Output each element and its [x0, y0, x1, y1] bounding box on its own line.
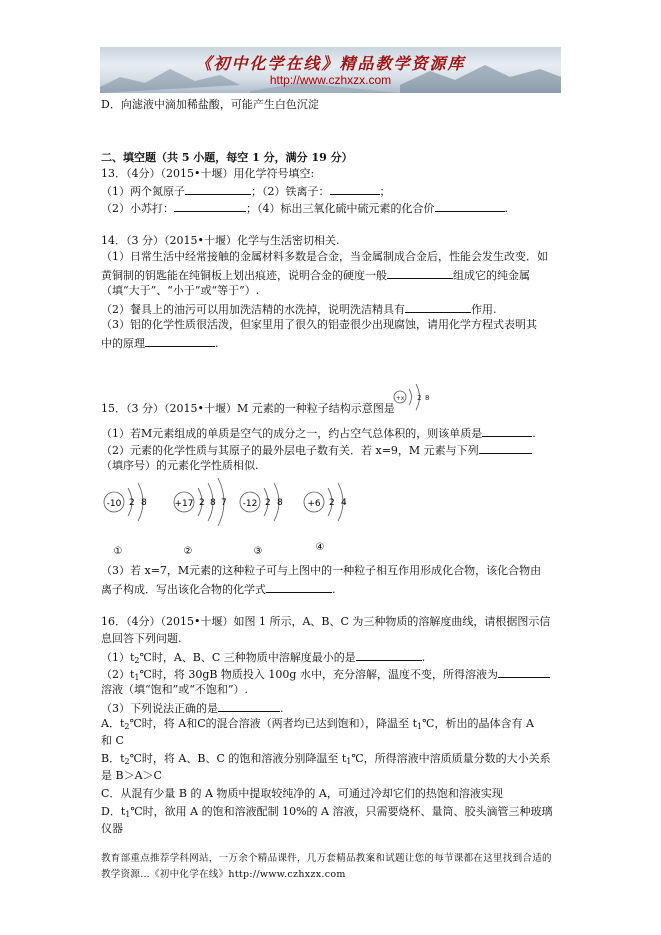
q15-line2: [101, 442, 532, 458]
shell-count: 2: [329, 498, 335, 508]
q14-line6: [101, 335, 219, 351]
q16-text: ℃时，A、B、C 三种物质中溶解度最小的是: [139, 651, 356, 664]
q16-text: ℃时，将 30gB 物质投入 100g 水中，充分溶解，温度不变，所得溶液为: [139, 668, 498, 681]
atom-label: ①: [113, 546, 123, 557]
q13-text: （2）小苏打：: [101, 202, 174, 215]
q16-subscript: 2: [124, 757, 130, 766]
q16-text: .: [280, 702, 284, 715]
atom-diagram-2: [174, 478, 227, 557]
nucleus-label: +6: [307, 499, 321, 509]
atom-diagram-4: [304, 483, 347, 553]
q16-stem: 16．（4分）（2015•十堰）如图 1 所示，A、B、C 为三种物质的溶解度曲线，请根据图示信: [101, 615, 551, 628]
shell-count: 8: [210, 498, 216, 508]
q16-part3: [101, 700, 284, 716]
answer-blank[interactable]: [356, 649, 422, 661]
q14-text: 组成它的纯金属: [453, 269, 530, 282]
shell-count: 4: [341, 498, 347, 508]
atom-diagram-3: [240, 483, 283, 557]
shell-count: 8: [277, 498, 283, 508]
answer-blank[interactable]: [482, 425, 532, 437]
answer-blank[interactable]: [185, 183, 251, 195]
shell-count: 2: [265, 498, 271, 508]
q16-option-b-line2: 是 B＞A＞C: [101, 769, 162, 782]
q16-text: （1）t: [101, 651, 135, 664]
shell-count: 7: [221, 498, 227, 508]
shell-count: 2: [129, 498, 135, 508]
q15-text: .: [332, 583, 336, 596]
q14-text: （2）餐具上的油污可以用加洗洁精的水洗掉，说明洗洁精具有: [101, 303, 405, 316]
shell-count: 8: [141, 498, 147, 508]
banner-url[interactable]: http://www.czhxzx.com: [269, 73, 392, 87]
q16-stem2: 息回答下列问题.: [101, 632, 182, 645]
q16-subscript: 2: [124, 722, 130, 731]
q16-text: ℃时，将 A和C的混合溶液（两者均已达到饱和），降温至 t: [129, 717, 418, 730]
answer-blank[interactable]: [145, 335, 215, 347]
answer-blank[interactable]: [218, 700, 280, 712]
q13-stem: 13．（4分）（2015•十堰）用化学符号填空:: [101, 167, 315, 180]
q16-option-d: [101, 805, 552, 822]
q16-text: ℃时，欲用 A 的饱和溶液配制 10%的 A 溶液，只需要烧杯、量筒、胶头滴管三种玻璃: [130, 805, 553, 818]
answer-blank[interactable]: [266, 581, 332, 593]
q16-text: ℃，所得溶液中溶质质量分数的大小关系: [351, 752, 551, 765]
q14-line2: [101, 267, 530, 283]
answer-blank[interactable]: [174, 200, 246, 212]
q16-subscript: 2: [134, 656, 140, 665]
q13-text: ；: [379, 185, 391, 198]
answer-blank[interactable]: [435, 200, 505, 212]
nucleus-label: -12: [242, 499, 258, 509]
q16-option-a: [101, 717, 534, 734]
answer-blank[interactable]: [387, 267, 453, 279]
q15-line1: [101, 425, 536, 441]
q16-text: .: [421, 651, 426, 664]
atom-structure-diagrams: [98, 478, 358, 560]
q13-text: ；（2）铁离子：: [251, 185, 330, 198]
q16-part2-line2: 溶液（填“饱和”或“不饱和”）.: [101, 683, 248, 696]
nucleus-label: +17: [174, 499, 194, 509]
q16-text: （2）t: [101, 668, 135, 681]
nucleus-label: -10: [106, 499, 122, 509]
section-heading: 二、填空题（共 5 小题，每空 1 分，满分 19 分）: [101, 151, 353, 164]
q15-stem: 15．（3 分）（2015•十堰）M 元素的一种粒子结构示意图是: [101, 402, 395, 415]
q16-text: A．t: [101, 717, 125, 730]
q13-text: .: [504, 202, 508, 215]
q15-text: .: [532, 427, 536, 440]
q13-text: （1）两个氮原子: [101, 185, 185, 198]
atom-diagram-1: [104, 483, 147, 557]
q16-option-d-line2: 仪器: [101, 822, 123, 835]
q16-subscript: 1: [125, 810, 131, 819]
atom-label: ④: [315, 542, 325, 553]
q13-line2: [101, 200, 508, 216]
q14-text: 中的原理: [101, 337, 145, 350]
answer-blank[interactable]: [479, 442, 532, 454]
q16-option-a-line2: 和 C: [101, 734, 124, 747]
m-nucleus-label: +x: [395, 395, 405, 402]
header-banner: [100, 47, 561, 93]
shell-arc: [409, 389, 412, 405]
answer-blank[interactable]: [330, 183, 380, 195]
atom-label: ②: [183, 546, 193, 557]
answer-blank[interactable]: [405, 301, 471, 313]
q14-line4: [101, 301, 497, 317]
q14-line5: （3）铝的化学性质很活泼，但家里用了很久的铝壶很少出现腐蚀，请用化学方程式表明其: [101, 318, 537, 331]
q15-line3: （填序号）的元素化学性质相似.: [101, 459, 259, 472]
q15-text: （2）元素的化学性质与其原子的最外层电子数有关．若 x=9，M 元素与下列: [101, 444, 479, 457]
q15-text: （1）若M元素组成的单质是空气的成分之一，约占空气总体积的，则该单质是: [101, 427, 483, 440]
q14-text: 作用.: [471, 303, 497, 316]
q16-subscript: 1: [346, 757, 352, 766]
q14-line1: （1）日常生活中经常接触的金属材料多数是合金，当金属制成合金后，性能会发生改变．如: [101, 250, 548, 263]
m-shell1-count: 2: [417, 394, 422, 402]
q14-text: .: [215, 337, 219, 350]
q16-option-b: [101, 752, 551, 769]
answer-blank[interactable]: [498, 666, 550, 678]
q13-text: ；（4）标出三氧化硫中硫元素的化合价: [246, 202, 435, 215]
atom-label: ③: [253, 546, 263, 557]
q16-text: ℃时，将 A、B、C 的饱和溶液分别降温至 t: [129, 752, 347, 765]
q16-subscript: 1: [417, 722, 423, 731]
q16-option-c: C．从混有少量 B 的 A 物质中提取较纯净的 A，可通过冷却它们的热饱和溶液实现: [101, 787, 503, 800]
q13-line1: [101, 183, 391, 199]
q14-stem: 14．（3 分）（2015•十堰）化学与生活密切相关.: [101, 234, 340, 247]
q16-text: D．t: [101, 805, 126, 818]
q15-text: 离子构成．写出该化合物的化学式: [101, 583, 266, 596]
banner-title: 《初中化学在线》精品教学资源库: [195, 54, 466, 73]
prev-option-d: D．向滤液中滴加稀盐酸，可能产生白色沉淀: [101, 98, 319, 111]
q16-text: B．t: [101, 752, 125, 765]
m-particle-diagram: [388, 372, 438, 416]
footer-line1: 教育部重点推荐学科网站，一万余个精品课件，几万套精品教案和试题让您的每节课都在这里找到合适的: [101, 853, 552, 864]
q16-text: （3）下列说法正确的是: [101, 702, 218, 715]
q15-line5: [101, 581, 336, 597]
q14-text: 黄铜制的钥匙能在纯铜板上划出痕迹，说明合金的硬度一般: [101, 269, 387, 282]
q14-line3: （填“大于”、“小于”或“等于”）.: [101, 284, 260, 297]
shell-count: 2: [199, 498, 205, 508]
footer-line2: 教学资源…《初中化学在线》http://www.czhxzx.com: [101, 869, 346, 880]
m-shell2-count: 8: [425, 394, 430, 402]
q15-line4: （3）若 x=7，M元素的这种粒子可与上图中的一种粒子相互作用形成化合物，该化合物由: [101, 564, 542, 577]
q16-text: ℃，析出的晶体含有 A: [422, 717, 534, 730]
q16-subscript: 1: [134, 673, 140, 682]
